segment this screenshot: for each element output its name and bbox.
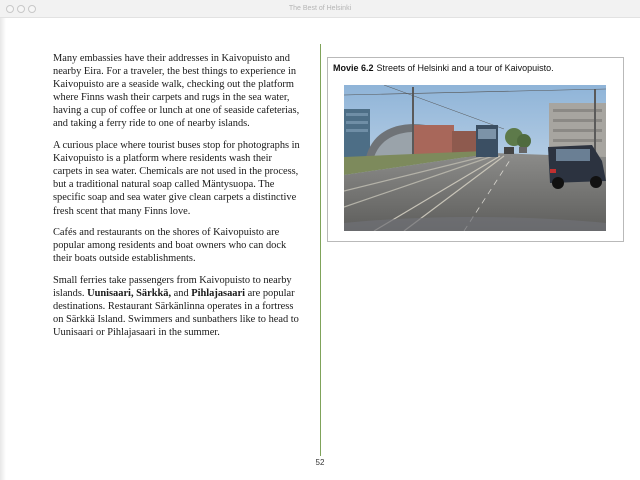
paragraph-text: are popular destinations. Restaurant Särkänlinna operates in a fortress on Särkkä Island. Swimmers and sunbathers like to head to Uunisaari or Pihlajasaari in the summer. [53,288,299,339]
paragraph-text: A curious place where tourist buses stop for photographs in Kaivopuisto is a platform where residents wash their carpets in sea water. Chemicals are not used in the process, but a traditional natural soap called Mäntysuopa. The specific soap and sea water give clean carpets a distinctive fresh scent that many Finns love. [53,140,300,217]
page-number: 52 [315,458,325,467]
column-divider [320,44,321,456]
body-paragraph [53,139,301,218]
movie-poster-frame [344,85,606,231]
paragraph-text: Cafés and restaurants on the shores of Kaivopuisto are popular among residents and boat owners who can dock their boats outside establishments. [53,227,287,265]
paragraph-text: Small ferries take passengers from Kaivopuisto to nearby islands. [53,274,292,299]
paragraph-text: Many embassies have their addresses in Kaivopuisto and nearby Eira. For a traveler, the best things to experience in Kaivopuisto are a seaside walk, checking out the platform where Finns wash their carpets and rugs in the sea water, having a cup of coffee or lunch at one of seaside cafeterias, and taking a ferry ride to one of nearby islands. [53,53,300,130]
body-paragraph [53,226,301,265]
movie-player[interactable] [344,85,606,231]
figure-caption-text: Streets of Helsinki and a tour of Kaivopuisto. [376,63,554,73]
body-paragraph [53,52,301,131]
figure-caption [333,63,554,73]
page-edge-shadow [0,18,6,480]
movie-figure [327,57,624,242]
bold-place-name: Uunisaari, Särkkä, [87,288,172,299]
body-paragraph [53,274,301,339]
paragraph-text: and [171,288,192,299]
bold-place-name: Pihlajasaari [191,288,245,299]
window-title: The Best of Helsinki [288,5,352,12]
figure-label: Movie 6.2 [333,63,374,73]
body-text-column [53,52,301,348]
window-titlebar [0,0,640,18]
